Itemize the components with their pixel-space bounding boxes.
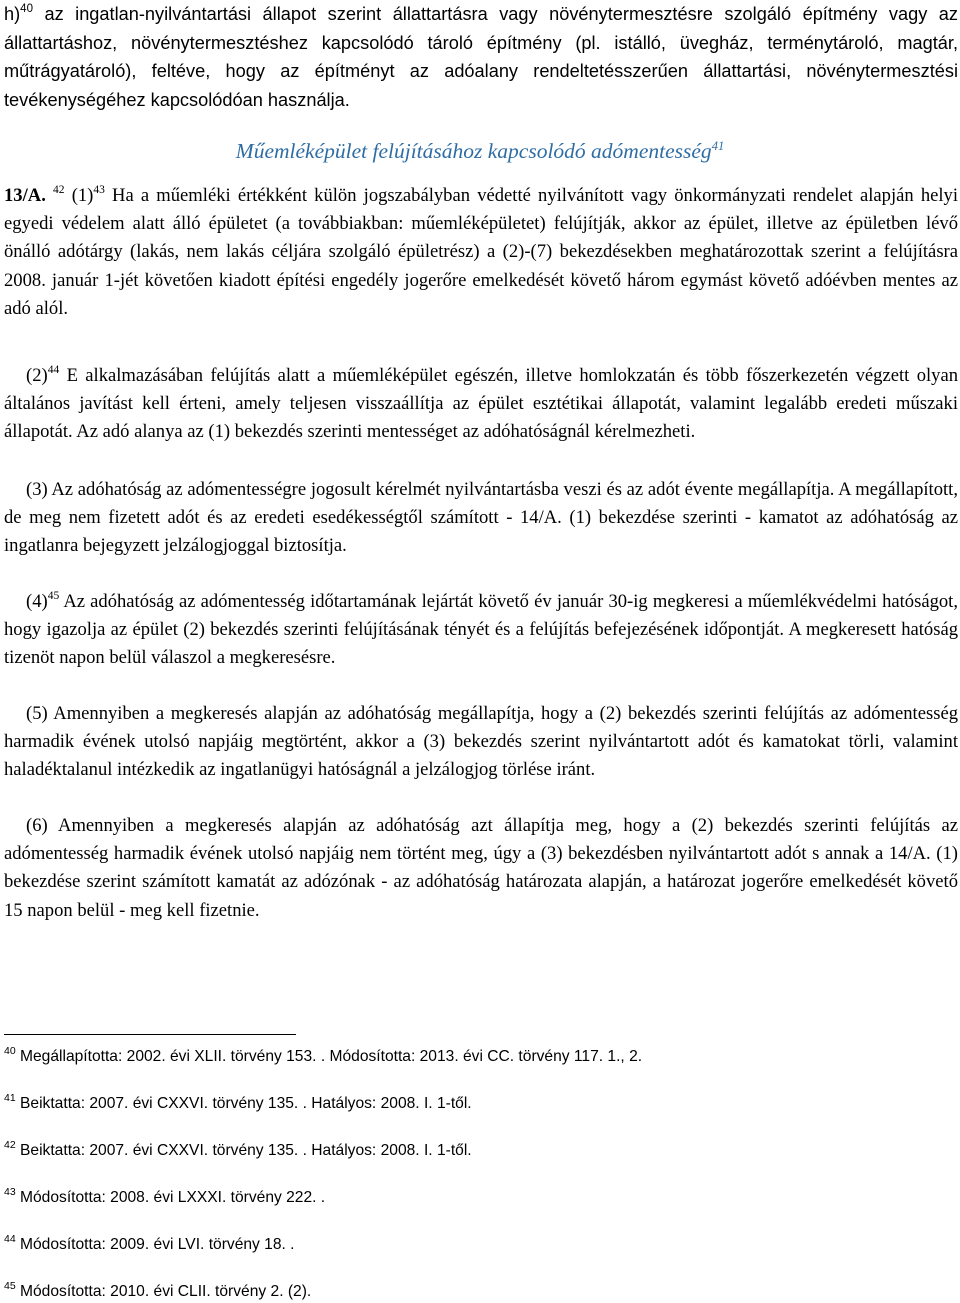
footnote-ref-44[interactable]: 44 [47,364,60,376]
paragraph-1-number: (1) [71,185,94,206]
paragraph-4-number: (4) [26,591,48,612]
footnote-45 [4,1281,311,1303]
footnote-ref-40[interactable]: 40 [20,3,33,15]
section-heading [0,137,960,165]
footnote-43 [4,1187,325,1209]
paragraph-2 [4,362,958,447]
paragraph-6-text: (6) Amennyiben a megkeresés alapján az adóhatóság azt állapítja meg, hogy a (2) bekezdés szerinti felújítás az adómentesség harmadik évének utolsó napjáig nem történt meg, úgy a (3) bekezdésben nyilvántartott adót s annak a 14/A. (1) bekezdése szerint számított kamatát az adózónak - az adóhatóság határozata alapján, a határozat jogerőre emelkedését követő 15 napon belül - meg kell fizetnie. [4,815,958,921]
intro-paragraph [4,0,958,114]
footnote-divider [4,1034,296,1035]
intro-prefix: h) [4,4,21,24]
footnote-number: 41 [4,1092,16,1104]
footnote-ref-45[interactable]: 45 [47,590,60,602]
paragraph-1 [4,182,958,323]
paragraph-6 [4,812,958,925]
footnote-ref-41[interactable]: 41 [711,139,725,153]
paragraph-4-text: Az adóhatóság az adómentesség időtartamának lejártát követő év január 30-ig megkeresi a műemlékvédelmi hatóságot, hogy igazolja az épület (2) bekezdés szerinti felújításának tényét és a felújítás befejezésének időpontját. A megkeresett hatóság tizenöt napon belül válaszol a megkeresésre. [4,591,958,669]
footnote-40 [4,1046,642,1068]
footnote-text: Módosította: 2010. évi CLII. törvény 2. (2). [15,1283,312,1300]
paragraph-4 [4,588,958,673]
paragraph-5-text: (5) Amennyiben a megkeresés alapján az adóhatóság megállapítja, hogy a (2) bekezdés szerinti felújítás az adómentesség harmadik évének utolsó napjáig megtörtént, akkor a (3) bekezdés szerint nyilvántartott adót és kamatokat törli, valamint haladéktalanul intézkedik az ingatlanügyi hatóságnál a jelzálogjog törlése iránt. [4,703,958,781]
footnote-text: Beiktatta: 2007. évi CXXVI. törvény 135. . Hatályos: 2008. I. 1-től. [15,1142,472,1159]
footnote-number: 44 [4,1233,16,1245]
footnote-number: 42 [4,1139,16,1151]
paragraph-3-text: (3) Az adóhatóság az adómentességre jogosult kérelmét nyilvántartásba veszi és az adót évente megállapítja. A megállapított, de meg nem fizetett adót és az eredeti esedékességtől számított - 14/A. (1) bekezdése szerinti - kamatot az adóhatóság az ingatlanra bejegyzett jelzálogjoggal biztosítja. [4,479,958,557]
footnote-number: 45 [4,1280,16,1292]
footnote-text: Beiktatta: 2007. évi CXXVI. törvény 135. . Hatályos: 2008. I. 1-től. [15,1095,472,1112]
footnote-41 [4,1093,472,1115]
intro-text: az ingatlan-nyilvántartási állapot szerint állattartásra vagy növénytermesztésre szolgáló építmény vagy az állattartáshoz, növénytermesztéshez kapcsolódó tároló építmény (pl. istálló, üvegház, terménytároló, magtár, műtrágyatároló), feltéve, hogy az építményt az adóalany rendeltetésszerűen állattartási, növénytermesztési tevékenységéhez kapcsolódóan használja. [4,4,958,110]
paragraph-3 [4,476,958,561]
footnote-text: Módosította: 2009. évi LVI. törvény 18. . [15,1236,295,1253]
footnote-number: 40 [4,1045,16,1057]
paragraph-1-text: Ha a műemléki értékként külön jogszabályban védetté nyilvánított vagy önkormányzati rendelet alapján helyi egyedi védelem alatt álló épületet (a továbbiakban: műemléképületet) felújítják, akkor az épület, illetve az épületben lévő önálló adótárgy (lakás, nem lakás céljára szolgáló épületrész) a (2)-(7) bekezdésekben meghatározottak szerint a felújításra 2008. január 1-jét követően kiadott építési engedély jogerőre emelkedését követő három egymást követő adóévben mentes az adó alól. [4,185,958,319]
footnote-ref-42[interactable]: 42 [53,184,65,196]
footnote-44 [4,1234,295,1256]
footnote-42 [4,1140,472,1162]
paragraph-2-text: E alkalmazásában felújítás alatt a műemléképület egészén, illetve homlokzatán és több főszerkezetén végzett olyan általános javítást kell érteni, amely teljesen visszaállítja az épület esztétikai állapotát, valamint legalább eredeti műszaki állapotát. Az adó alanya az (1) bekezdés szerinti mentességet az adóhatóságnál kérelmezheti. [4,365,958,443]
footnote-text: Módosította: 2008. évi LXXXI. törvény 222. . [15,1189,326,1206]
footnote-ref-43[interactable]: 43 [93,184,105,196]
heading-text: Műemléképület felújításához kapcsolódó adómentesség [235,139,712,163]
footnote-text: Megállapította: 2002. évi XLII. törvény 153. . Módosította: 2013. évi CC. törvény 117. 1., 2. [15,1048,643,1065]
paragraph-2-number: (2) [26,365,48,386]
section-number: 13/A. [4,185,46,206]
footnote-number: 43 [4,1186,16,1198]
paragraph-5 [4,700,958,785]
